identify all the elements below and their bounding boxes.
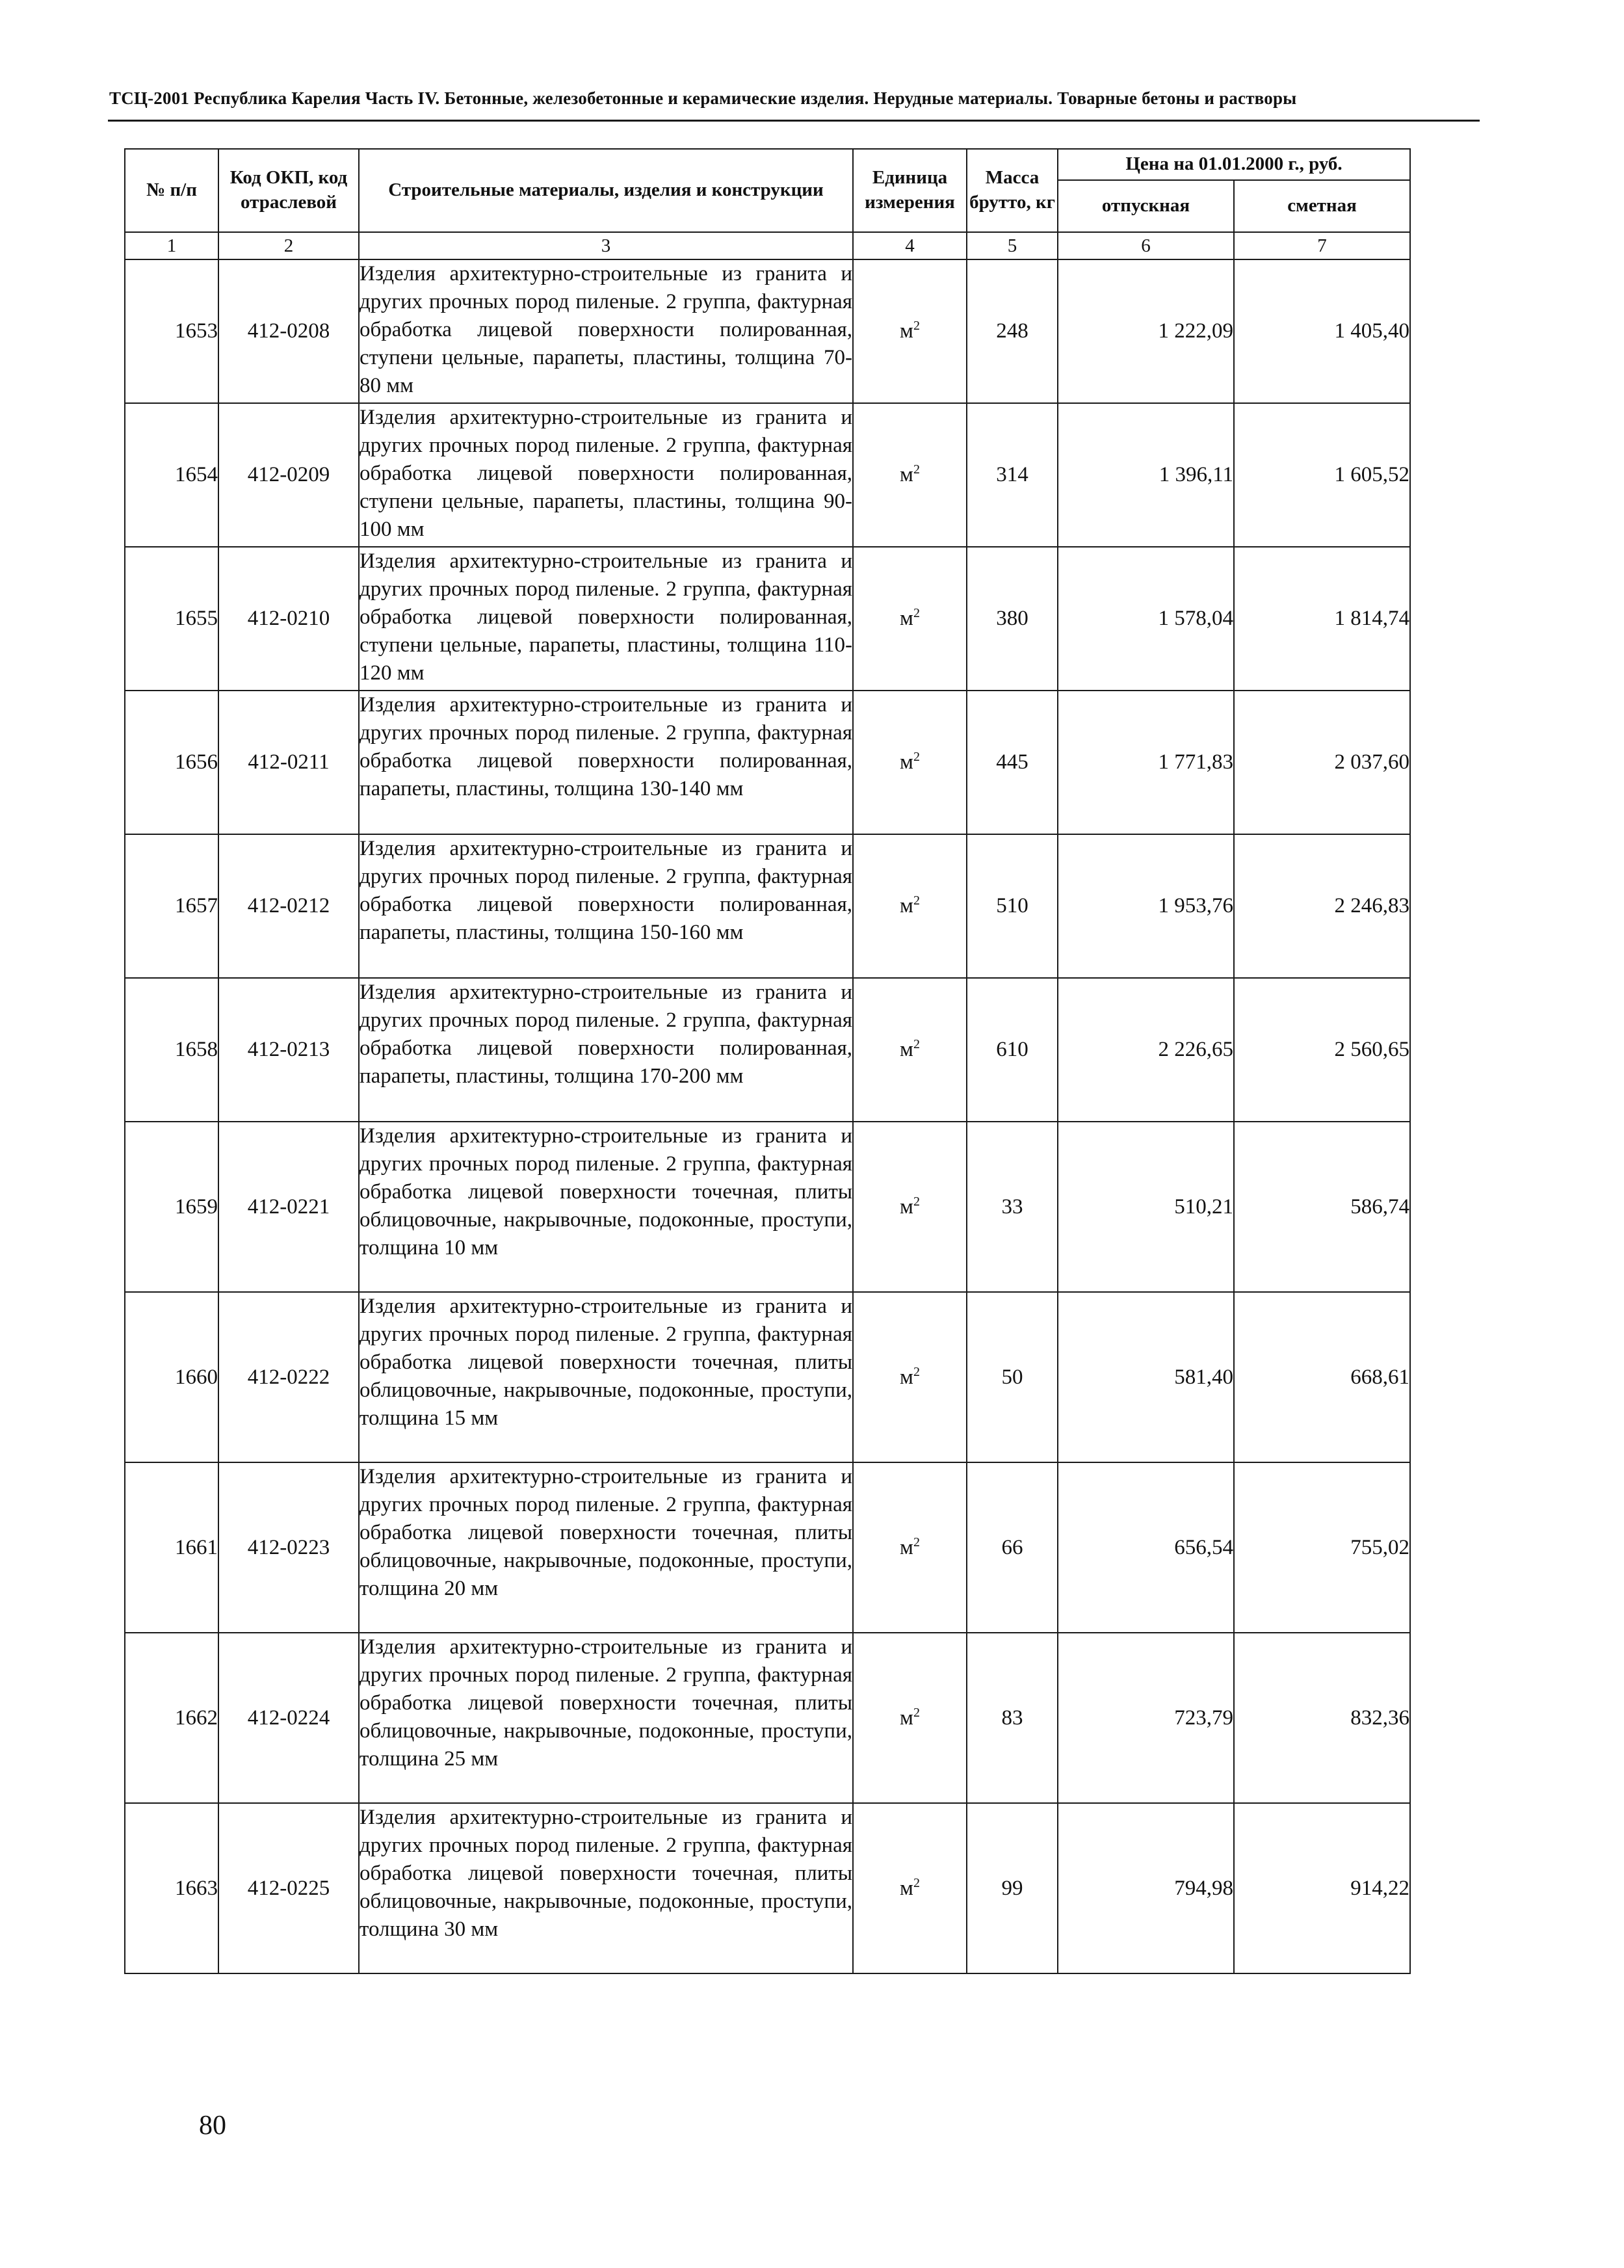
- row-mass: 83: [967, 1633, 1058, 1803]
- column-number: 1: [125, 232, 218, 259]
- row-unit: $м^2$: [853, 1633, 967, 1803]
- table-row: [125, 547, 1410, 691]
- row-number: 1659: [125, 1122, 218, 1292]
- row-mass: 66: [967, 1462, 1058, 1633]
- col-header-name: Строительные материалы, изделия и конструкции: [359, 149, 853, 232]
- row-description: Изделия архитектурно-строительные из гранита и других прочных пород пиленые. 2 группа, фактурная обработка лицевой поверхности полированная, ступени цельные, парапеты, пластины, толщина 70-80 мм: [359, 259, 853, 403]
- row-number: 1663: [125, 1803, 218, 1973]
- row-number: 1653: [125, 259, 218, 403]
- row-unit: $м^2$: [853, 978, 967, 1122]
- row-description: Изделия архитектурно-строительные из гранита и других прочных пород пиленые. 2 группа, фактурная обработка лицевой поверхности полированная, парапеты, пластины, толщина 130-140 мм: [359, 691, 853, 834]
- row-estimate-price: 1 605,52: [1234, 403, 1410, 547]
- row-mass: 33: [967, 1122, 1058, 1292]
- col-header-release: отпускная: [1058, 180, 1234, 232]
- row-code: 412-0209: [218, 403, 359, 547]
- row-unit: $м^2$: [853, 1803, 967, 1973]
- row-number: 1660: [125, 1292, 218, 1462]
- row-unit: $м^2$: [853, 691, 967, 834]
- row-estimate-price: 2 037,60: [1234, 691, 1410, 834]
- row-mass: 50: [967, 1292, 1058, 1462]
- row-estimate-price: 914,22: [1234, 1803, 1410, 1973]
- row-description: Изделия архитектурно-строительные из гранита и других прочных пород пиленые. 2 группа, фактурная обработка лицевой поверхности точечная, плиты облицовочные, накрывочные, подоконные, проступи, толщина 10 мм: [359, 1122, 853, 1292]
- row-release-price: 1 222,09: [1058, 259, 1234, 403]
- row-mass: 510: [967, 834, 1058, 978]
- table-row: [125, 834, 1410, 978]
- row-mass: 314: [967, 403, 1058, 547]
- column-number: 2: [218, 232, 359, 259]
- table-row: [125, 1803, 1410, 1973]
- row-mass: 248: [967, 259, 1058, 403]
- table-row: [125, 403, 1410, 547]
- row-code: 412-0222: [218, 1292, 359, 1462]
- row-unit: $м^2$: [853, 259, 967, 403]
- table-row: [125, 259, 1410, 403]
- table-row: [125, 1462, 1410, 1633]
- row-number: 1658: [125, 978, 218, 1122]
- row-estimate-price: 832,36: [1234, 1633, 1410, 1803]
- price-table: [124, 148, 1411, 1974]
- column-number: 5: [967, 232, 1058, 259]
- row-description: Изделия архитектурно-строительные из гранита и других прочных пород пиленые. 2 группа, фактурная обработка лицевой поверхности точечная, плиты облицовочные, накрывочные, подоконные, проступи, толщина 30 мм: [359, 1803, 853, 1973]
- table-row: [125, 978, 1410, 1122]
- row-estimate-price: 2 246,83: [1234, 834, 1410, 978]
- row-release-price: 581,40: [1058, 1292, 1234, 1462]
- row-code: 412-0210: [218, 547, 359, 691]
- column-number: 3: [359, 232, 853, 259]
- row-release-price: 656,54: [1058, 1462, 1234, 1633]
- row-unit: $м^2$: [853, 1292, 967, 1462]
- col-header-unit: Единица измерения: [853, 149, 967, 232]
- row-release-price: 2 226,65: [1058, 978, 1234, 1122]
- row-unit: $м^2$: [853, 1122, 967, 1292]
- row-code: 412-0213: [218, 978, 359, 1122]
- row-mass: 445: [967, 691, 1058, 834]
- row-release-price: 794,98: [1058, 1803, 1234, 1973]
- row-estimate-price: 586,74: [1234, 1122, 1410, 1292]
- col-header-num: № п/п: [125, 149, 218, 232]
- table-row: [125, 691, 1410, 834]
- row-number: 1662: [125, 1633, 218, 1803]
- row-description: Изделия архитектурно-строительные из гранита и других прочных пород пиленые. 2 группа, фактурная обработка лицевой поверхности точечная, плиты облицовочные, накрывочные, подоконные, проступи, толщина 25 мм: [359, 1633, 853, 1803]
- row-release-price: 1 953,76: [1058, 834, 1234, 978]
- row-code: 412-0212: [218, 834, 359, 978]
- column-number: 7: [1234, 232, 1410, 259]
- row-description: Изделия архитектурно-строительные из гранита и других прочных пород пиленые. 2 группа, фактурная обработка лицевой поверхности полированная, парапеты, пластины, толщина 170-200 мм: [359, 978, 853, 1122]
- row-code: 412-0224: [218, 1633, 359, 1803]
- col-header-mass: Масса брутто, кг: [967, 149, 1058, 232]
- row-estimate-price: 1 405,40: [1234, 259, 1410, 403]
- col-header-price-group: Цена на 01.01.2000 г., руб.: [1058, 149, 1410, 180]
- row-number: 1654: [125, 403, 218, 547]
- column-numbers-row: [125, 232, 1410, 259]
- row-unit: $м^2$: [853, 834, 967, 978]
- row-unit: $м^2$: [853, 403, 967, 547]
- row-estimate-price: 1 814,74: [1234, 547, 1410, 691]
- row-number: 1657: [125, 834, 218, 978]
- row-code: 412-0225: [218, 1803, 359, 1973]
- row-number: 1655: [125, 547, 218, 691]
- column-number: 4: [853, 232, 967, 259]
- row-release-price: 1 396,11: [1058, 403, 1234, 547]
- row-description: Изделия архитектурно-строительные из гранита и других прочных пород пиленые. 2 группа, фактурная обработка лицевой поверхности полированная, ступени цельные, парапеты, пластины, толщина 90-100 мм: [359, 403, 853, 547]
- col-header-code: Код ОКП, код отраслевой: [218, 149, 359, 232]
- row-release-price: 1 771,83: [1058, 691, 1234, 834]
- table-row: [125, 1292, 1410, 1462]
- row-description: Изделия архитектурно-строительные из гранита и других прочных пород пиленые. 2 группа, фактурная обработка лицевой поверхности полированная, ступени цельные, парапеты, пластины, толщина 110-120 мм: [359, 547, 853, 691]
- column-number: 6: [1058, 232, 1234, 259]
- page-number: 80: [199, 2111, 226, 2141]
- row-unit: $м^2$: [853, 1462, 967, 1633]
- table-row: [125, 1633, 1410, 1803]
- row-mass: 99: [967, 1803, 1058, 1973]
- header-rule: [108, 120, 1480, 122]
- row-code: 412-0221: [218, 1122, 359, 1292]
- row-code: 412-0208: [218, 259, 359, 403]
- row-release-price: 1 578,04: [1058, 547, 1234, 691]
- row-unit: $м^2$: [853, 547, 967, 691]
- col-header-estimate: сметная: [1234, 180, 1410, 232]
- row-mass: 380: [967, 547, 1058, 691]
- row-number: 1656: [125, 691, 218, 834]
- table-row: [125, 1122, 1410, 1292]
- row-description: Изделия архитектурно-строительные из гранита и других прочных пород пиленые. 2 группа, фактурная обработка лицевой поверхности точечная, плиты облицовочные, накрывочные, подоконные, проступи, толщина 20 мм: [359, 1462, 853, 1633]
- row-description: Изделия архитектурно-строительные из гранита и других прочных пород пиленые. 2 группа, фактурная обработка лицевой поверхности точечная, плиты облицовочные, накрывочные, подоконные, проступи, толщина 15 мм: [359, 1292, 853, 1462]
- row-release-price: 510,21: [1058, 1122, 1234, 1292]
- row-code: 412-0211: [218, 691, 359, 834]
- row-release-price: 723,79: [1058, 1633, 1234, 1803]
- row-mass: 610: [967, 978, 1058, 1122]
- row-code: 412-0223: [218, 1462, 359, 1633]
- running-header: ТСЦ-2001 Республика Карелия Часть IV. Бетонные, железобетонные и керамические изделия. Нерудные материалы. Товарные бетоны и растворы: [109, 88, 1297, 108]
- row-estimate-price: 2 560,65: [1234, 978, 1410, 1122]
- row-estimate-price: 668,61: [1234, 1292, 1410, 1462]
- row-description: Изделия архитектурно-строительные из гранита и других прочных пород пиленые. 2 группа, фактурная обработка лицевой поверхности полированная, парапеты, пластины, толщина 150-160 мм: [359, 834, 853, 978]
- row-estimate-price: 755,02: [1234, 1462, 1410, 1633]
- row-number: 1661: [125, 1462, 218, 1633]
